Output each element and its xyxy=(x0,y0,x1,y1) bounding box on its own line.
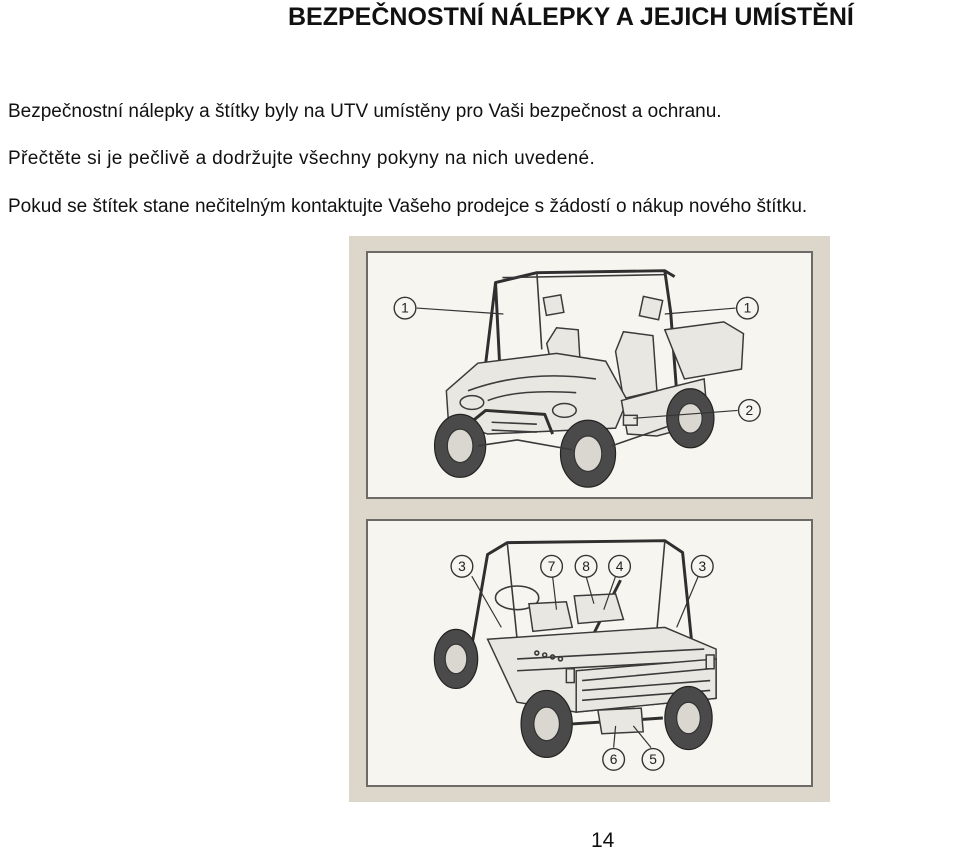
label-callout-8 xyxy=(575,555,597,577)
page-title: BEZPEČNOSTNÍ NÁLEPKY A JEJICH UMÍSTĚNÍ xyxy=(288,3,854,31)
intro-paragraph: Bezpečnostní nálepky a štítky byly na UTV umístěny pro Vaši bezpečnost a ochranu. xyxy=(8,101,722,122)
instruction-paragraph: Přečtěte si je pečlivě a dodržujte všechny pokyny na nich uvedené. xyxy=(8,148,596,169)
label-callout-4 xyxy=(609,555,631,577)
label-callout-6 xyxy=(603,749,625,771)
callout-number: 2 xyxy=(745,402,754,418)
label-callout-2-side-panel xyxy=(739,400,761,422)
callout-number: 6 xyxy=(609,751,618,767)
label-callout-5 xyxy=(642,749,664,771)
utv-rear-illustration xyxy=(368,521,811,785)
callout-number: 1 xyxy=(401,300,409,316)
utv-front-view-panel xyxy=(366,251,813,499)
callout-number: 7 xyxy=(547,558,556,574)
label-callout-3-left xyxy=(451,555,473,577)
utv-front-illustration xyxy=(368,253,811,497)
label-callout-1-front-left xyxy=(394,297,416,319)
label-callout-7 xyxy=(541,555,563,577)
replacement-paragraph: Pokud se štítek stane nečitelným kontaktujte Vašeho prodejce s žádostí o nákup nového štítku. xyxy=(8,196,808,217)
utv-rear-view-panel xyxy=(366,519,813,787)
callout-number: 8 xyxy=(582,558,590,574)
callout-number: 3 xyxy=(698,558,707,574)
callout-number: 4 xyxy=(615,558,624,574)
callout-number: 5 xyxy=(649,751,657,767)
callout-number: 3 xyxy=(458,558,466,574)
utv-label-diagram xyxy=(349,236,830,802)
label-callout-3-right xyxy=(691,555,713,577)
label-callout-1-front-right xyxy=(737,297,759,319)
page-number: 14 xyxy=(591,829,615,852)
callout-number: 1 xyxy=(743,300,752,316)
